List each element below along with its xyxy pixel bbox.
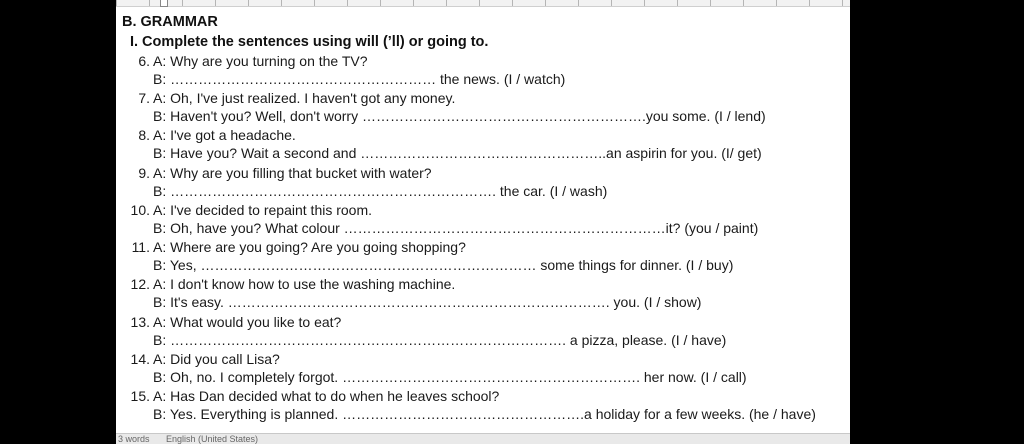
question-line: A: I've decided to repaint this room. [153, 202, 373, 218]
item-number: 10. [130, 202, 150, 218]
answer-line: B: Haven't you? Well, don't worry …………………………………………………….you some. (I / lend) [153, 108, 766, 124]
item-number: 9. [138, 165, 150, 181]
section-title: B. GRAMMAR [122, 14, 218, 30]
question-line: A: Why are you filling that bucket with water? [153, 165, 432, 181]
item-number: 6. [138, 53, 150, 69]
item-number: 15. [130, 388, 150, 404]
word-count[interactable]: 3 words [118, 434, 150, 444]
ruler[interactable] [116, 0, 850, 7]
document-page[interactable] [116, 0, 850, 443]
task-number: I. [129, 34, 138, 50]
language-indicator[interactable]: English (United States) [166, 434, 259, 444]
answer-line: B: …………………………………………………………………………. a pizza, please. (I / have) [153, 332, 727, 348]
question-line: A: Where are you going? Are you going shopping? [153, 239, 466, 255]
question-line: A: Has Dan decided what to do when he leaves school? [153, 388, 500, 404]
answer-line: B: ………………………………………………… the news. (I / watch) [153, 71, 566, 87]
question-line: A: What would you like to eat? [153, 314, 342, 330]
question-line: A: Why are you turning on the TV? [153, 53, 368, 69]
answer-line: B: Yes. Everything is planned. …………………………………………….a holiday for a few weeks. (he / have) [153, 406, 816, 422]
item-number: 7. [138, 90, 150, 106]
answer-line: B: Have you? Wait a second and ……………………………………………..an aspirin for you. (I/ get) [153, 145, 762, 161]
item-number: 14. [130, 351, 150, 367]
answer-line: B: Oh, have you? What colour ……………………………………………………………it? (you / paint) [153, 220, 759, 236]
answer-line: B: ……………………………………………………………. the car. (I / wash) [153, 183, 608, 199]
question-line: A: I don't know how to use the washing machine. [153, 276, 456, 292]
answer-line: B: Oh, no. I completely forgot. ………………………………………………………. her now. (I / call) [153, 369, 747, 385]
item-number: 8. [138, 127, 150, 143]
item-number: 13. [130, 314, 150, 330]
status-bar [116, 433, 850, 444]
item-number: 11. [131, 239, 150, 255]
question-line: A: Oh, I've just realized. I haven't got any money. [153, 90, 456, 106]
task-instruction [122, 34, 488, 50]
answer-line: B: Yes, ……………………………………………………………… some things for dinner. (I / buy) [153, 257, 734, 273]
answer-line: B: It's easy. ………………………………………………………………………. you. (I / show) [153, 294, 702, 310]
task-instruction-text: Complete the sentences using will (’ll) or going to. [142, 34, 489, 50]
question-line: A: I've got a headache. [153, 127, 296, 143]
indent-marker[interactable] [160, 0, 168, 7]
question-line: A: Did you call Lisa? [153, 351, 280, 367]
item-number: 12. [130, 276, 150, 292]
